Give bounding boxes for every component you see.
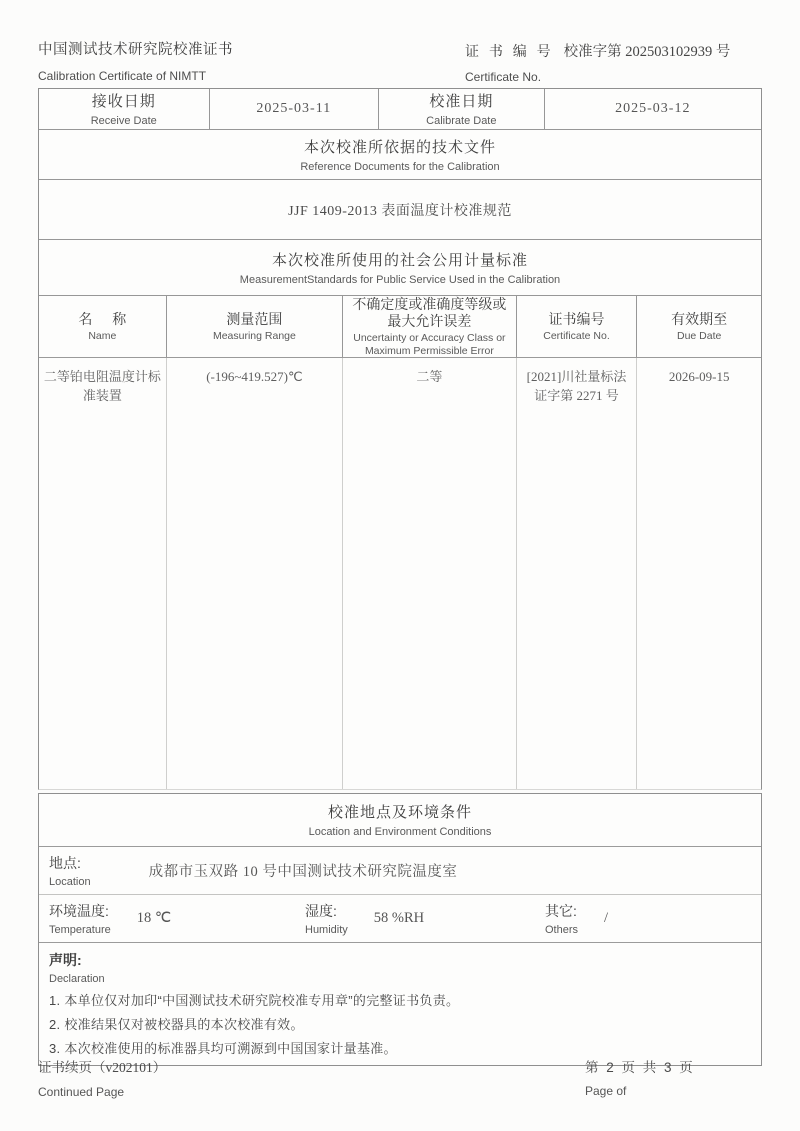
location-label-en: Location — [49, 876, 91, 888]
column-header-uncertainty — [342, 296, 516, 357]
humidity-label-en: Humidity — [305, 924, 348, 936]
standards-title-en: MeasurementStandards for Public Service Used in the Calibration — [239, 273, 561, 286]
standard-range-cell: (-196~419.527)℃ — [166, 358, 343, 789]
column-header-name-en: Name — [88, 329, 117, 342]
standards-data-row — [39, 357, 761, 789]
column-header-range-zh: 测量范围 — [226, 310, 283, 327]
certificate-number-label-en: Certificate No. — [465, 70, 542, 84]
column-header-certno — [516, 296, 637, 357]
environment-row — [39, 894, 761, 942]
temperature-group — [49, 901, 305, 936]
location-label — [49, 853, 91, 888]
location-section-title — [39, 794, 761, 846]
humidity-label-zh: 湿度: — [305, 903, 337, 919]
humidity-label — [305, 901, 348, 936]
document-footer — [38, 1056, 762, 1108]
declaration-title-en: Declaration — [49, 973, 105, 985]
reference-document-value: JJF 1409-2013 表面温度计校准规范 — [288, 203, 512, 219]
location-section-title-en: Location and Environment Conditions — [308, 826, 492, 838]
calibrate-date-label-cell — [378, 89, 544, 129]
receive-date-label-cell — [39, 89, 209, 129]
calibrate-date-label-en: Calibrate Date — [426, 115, 497, 127]
location-label-zh: 地点: — [49, 855, 81, 871]
page-number-block — [585, 1056, 695, 1098]
others-label-zh: 其它: — [545, 903, 577, 919]
calibrate-date-value: 2025-03-12 — [615, 101, 691, 116]
continued-page-zh: 证书续页（v202101） — [38, 1060, 167, 1075]
standard-certno-cell: [2021]川社量标法证字第 2271 号 — [516, 358, 637, 789]
page-number-zh: 第 2 页 共 3 页 — [585, 1060, 695, 1075]
standards-title-row — [39, 239, 761, 295]
issuer-title-en: Calibration Certificate of NIMTT — [38, 69, 207, 83]
temperature-label-zh: 环境温度: — [49, 903, 109, 919]
humidity-group — [305, 901, 545, 936]
column-header-due — [636, 296, 761, 357]
calibrate-date-value-cell — [544, 89, 761, 129]
standards-header-row — [39, 295, 761, 357]
certificate-number-value: 校准字第 202503102939 号 — [563, 44, 731, 60]
reference-documents-title-row — [39, 129, 761, 179]
column-header-certno-en: Certificate No. — [543, 329, 610, 342]
location-value: 成都市玉双路 10 号中国测试技术研究院温度室 — [148, 864, 458, 880]
reference-documents-title-zh: 本次校准所依据的技术文件 — [303, 138, 496, 156]
calibration-info-table — [38, 88, 762, 790]
column-header-due-zh: 有效期至 — [671, 310, 728, 327]
others-label-en: Others — [545, 924, 579, 936]
others-label — [545, 901, 578, 936]
reference-document-row — [39, 179, 761, 239]
column-header-name-zh: 名 称 — [78, 310, 135, 327]
certificate-number-block — [465, 40, 730, 84]
continued-page-en: Continued Page — [38, 1085, 125, 1099]
others-value: / — [604, 910, 609, 926]
receive-date-label-en: Receive Date — [90, 115, 157, 127]
standard-uncertainty-cell: 二等 — [342, 358, 516, 789]
declaration-item-3: 3. 本次校准使用的标准器具均可溯源到中国国家计量基准。 — [49, 1041, 397, 1056]
column-header-due-en: Due Date — [676, 329, 722, 342]
declaration-section — [39, 942, 761, 1065]
issuer-title-zh: 中国测试技术研究院校准证书 — [38, 42, 233, 58]
column-header-range — [166, 296, 343, 357]
location-section-title-zh: 校准地点及环境条件 — [327, 804, 472, 821]
column-header-uncertainty-zh-line2: 最大允许误差 — [387, 312, 472, 329]
column-header-name — [39, 296, 166, 357]
column-header-certno-zh: 证书编号 — [548, 310, 605, 327]
receive-date-label-zh: 接收日期 — [91, 93, 156, 110]
receive-date-value-cell — [209, 89, 379, 129]
temperature-value: 18 ℃ — [136, 910, 172, 926]
others-group — [545, 901, 608, 936]
continued-page-block — [38, 1056, 166, 1099]
temperature-label — [49, 901, 111, 936]
document-header — [38, 38, 762, 84]
page-number-en: Page of — [585, 1084, 627, 1098]
declaration-title-zh: 声明: — [49, 952, 82, 968]
reference-documents-title-en: Reference Documents for the Calibration — [300, 160, 500, 173]
receive-date-value: 2025-03-11 — [256, 101, 332, 116]
column-header-uncertainty-en: Uncertainty or Accuracy Class or Maximum Permissible Error — [353, 331, 506, 357]
dates-row — [39, 89, 761, 129]
column-header-uncertainty-zh-line1: 不确定度或准确度等级或 — [352, 295, 507, 312]
temperature-label-en: Temperature — [49, 924, 111, 936]
calibrate-date-label-zh: 校准日期 — [429, 93, 494, 110]
certificate-number-label-zh: 证 书 编 号 — [465, 43, 554, 59]
location-row — [39, 846, 761, 894]
column-header-range-en: Measuring Range — [212, 329, 296, 342]
standard-due-cell: 2026-09-15 — [636, 358, 761, 789]
declaration-item-2: 2. 校准结果仅对被校器具的本次校准有效。 — [49, 1017, 304, 1032]
issuer-title — [38, 38, 233, 83]
standards-title-zh: 本次校准所使用的社会公用计量标准 — [271, 251, 528, 269]
humidity-value: 58 %RH — [373, 910, 425, 926]
standard-name-cell: 二等铂电阻温度计标准装置 — [43, 369, 161, 403]
declaration-item-1: 1. 本单位仅对加印“中国测试技术研究院校准专用章”的完整证书负责。 — [49, 993, 460, 1008]
location-environment-box — [38, 793, 762, 1066]
